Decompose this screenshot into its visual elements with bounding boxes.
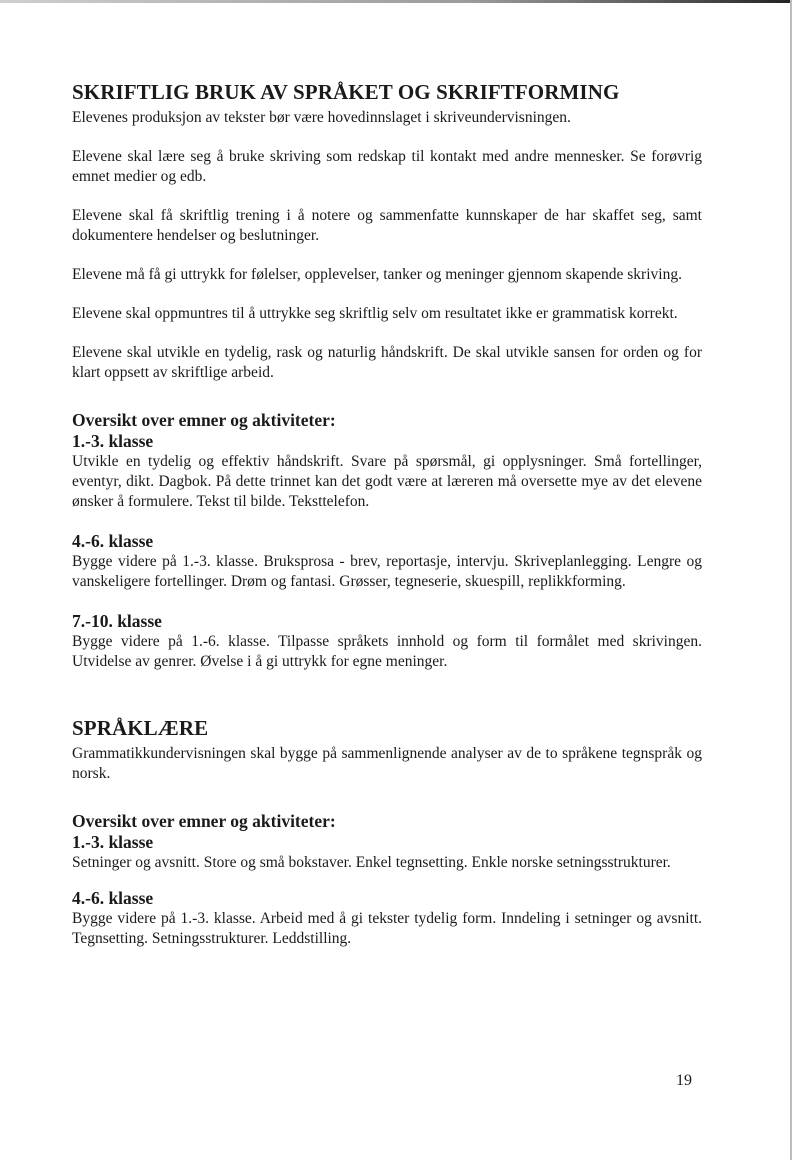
grade-heading: 4.-6. klasse [72, 531, 154, 551]
grade-heading: 1.-3. klasse [72, 431, 154, 451]
paragraph: Elevene må få gi uttrykk for følelser, opplevelser, tanker og meninger gjennom skapende skriving. [72, 266, 682, 283]
grade-heading: 4.-6. klasse [72, 888, 154, 908]
grade-block [72, 888, 702, 949]
overview-heading: Oversikt over emner og aktiviteter: [72, 410, 336, 430]
grade-text: Setninger og avsnitt. Store og små bokstaver. Enkel tegnsetting. Enkle norske setningsstrukturer. [72, 854, 671, 871]
grade-text: Bygge videre på 1.-3. klasse. Bruksprosa - brev, reportasje, intervju. Skriveplanlegging. Lengre og vanskeligere fortellinger. Drøm og fantasi. Grøsser, tegneserie, skuespill, replikkforming. [72, 553, 702, 590]
grade-block [72, 431, 702, 512]
grade-block [72, 832, 702, 873]
section-grammar [72, 712, 702, 949]
paragraph: Elevene skal lære seg å bruke skriving som redskap til kontakt med andre mennesker. Se forøvrig emnet medier og edb. [72, 148, 702, 185]
grade-heading: 1.-3. klasse [72, 832, 154, 852]
grade-block [72, 611, 702, 672]
paragraph: Elevene skal oppmuntres til å uttrykke seg skriftlig selv om resultatet ikke er grammatisk korrekt. [72, 305, 678, 322]
grade-text: Bygge videre på 1.-6. klasse. Tilpasse språkets innhold og form til formålet med skrivingen. Utvidelse av genrer. Øvelse i å gi uttrykk for egne meninger. [72, 633, 702, 670]
scan-top-edge [0, 0, 792, 3]
page-number: 19 [676, 1072, 692, 1089]
paragraph: Grammatikkundervisningen skal bygge på sammenlignende analyser av de to språkene tegnspråk og norsk. [72, 745, 702, 782]
grade-heading: 7.-10. klasse [72, 611, 162, 631]
section-written-language [72, 76, 702, 672]
grade-text: Bygge videre på 1.-3. klasse. Arbeid med å gi tekster tydelig form. Inndeling i setninger og avsnitt. Tegnsetting. Setningsstrukturer. Leddstilling. [72, 910, 702, 947]
page-content [72, 76, 702, 964]
paragraph: Elevene skal få skriftlig trening i å notere og sammenfatte kunnskaper de har skaffet seg, samt dokumentere hendelser og beslutninger. [72, 207, 702, 244]
grade-block [72, 531, 702, 592]
overview-heading: Oversikt over emner og aktiviteter: [72, 811, 336, 831]
section-title: SKRIFTLIG BRUK AV SPRÅKET OG SKRIFTFORMING [72, 80, 620, 104]
grade-text: Utvikle en tydelig og effektiv håndskrift. Svare på spørsmål, gi opplysninger. Små fortellinger, eventyr, dikt. Dagbok. På dette trinnet kan det godt være at læreren må oversette mye av det elevene ønsker å formulere. Tekst til bilde. Teksttelefon. [72, 453, 702, 510]
section-title: SPRÅKLÆRE [72, 716, 209, 740]
paragraph: Elevenes produksjon av tekster bør være hovedinnslaget i skriveundervisningen. [72, 109, 571, 126]
paragraph: Elevene skal utvikle en tydelig, rask og naturlig håndskrift. De skal utvikle sansen for orden og for klart oppsett av skriftlige arbeid. [72, 344, 702, 381]
